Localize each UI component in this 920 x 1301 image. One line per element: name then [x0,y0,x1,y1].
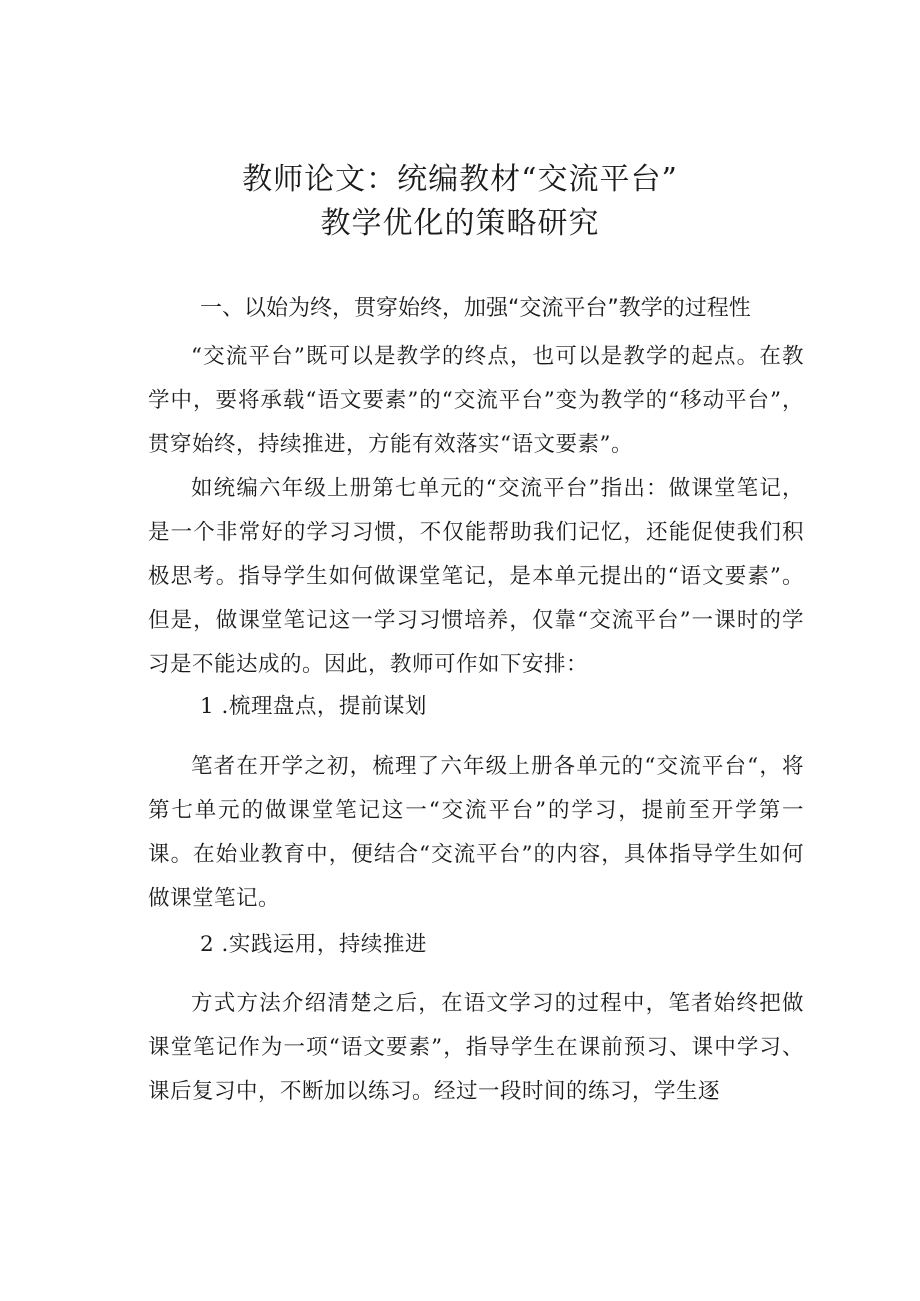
subheading-1: 1 .梳理盘点，提前谋划 [200,694,427,719]
section-heading-1: 一、以始为终，贯穿始终，加强“交流平台”教学的过程性 [200,296,751,321]
subheading-2: 2 .实践运用，持续推进 [200,932,427,957]
document-title-line-2: 教学优化的策略研究 [320,206,600,241]
paragraph-4: 方式方法介绍清楚之后，在语文学习的过程中，笔者始终把做课堂笔记作为一项“语文要素”，指导学生在课前预习、课中学习、课后复习中，不断加以练习。经过一段时间的练习，学生逐 [148,991,804,1104]
document-title-line-1: 教师论文：统编教材“交流平台” [242,162,678,197]
paragraph-1: “交流平台”既可以是教学的终点，也可以是教学的起点。在教学中，要将承载“语文要素”的“交流平台”变为教学的“移动平台”，贯穿始终，持续推进，方能有效落实“语文要素”。 [148,344,804,457]
paragraph-3: 笔者在开学之初，梳理了六年级上册各单元的“交流平台“，将第七单元的做课堂笔记这一“交流平台”的学习，提前至开学第一课。在始业教育中，便结合“交流平台”的内容，具体指导学生如何做课堂笔记。 [148,754,804,911]
paragraph-2: 如统编六年级上册第七单元的“交流平台”指出：做课堂笔记，是一个非常好的学习习惯，不仅能帮助我们记忆，还能促使我们积极思考。指导学生如何做课堂笔记，是本单元提出的“语文要素”。但是，做课堂笔记这一学习习惯培养，仅靠“交流平台”一课时的学习是不能达成的。因此，教师可作如下安排： [148,476,804,677]
